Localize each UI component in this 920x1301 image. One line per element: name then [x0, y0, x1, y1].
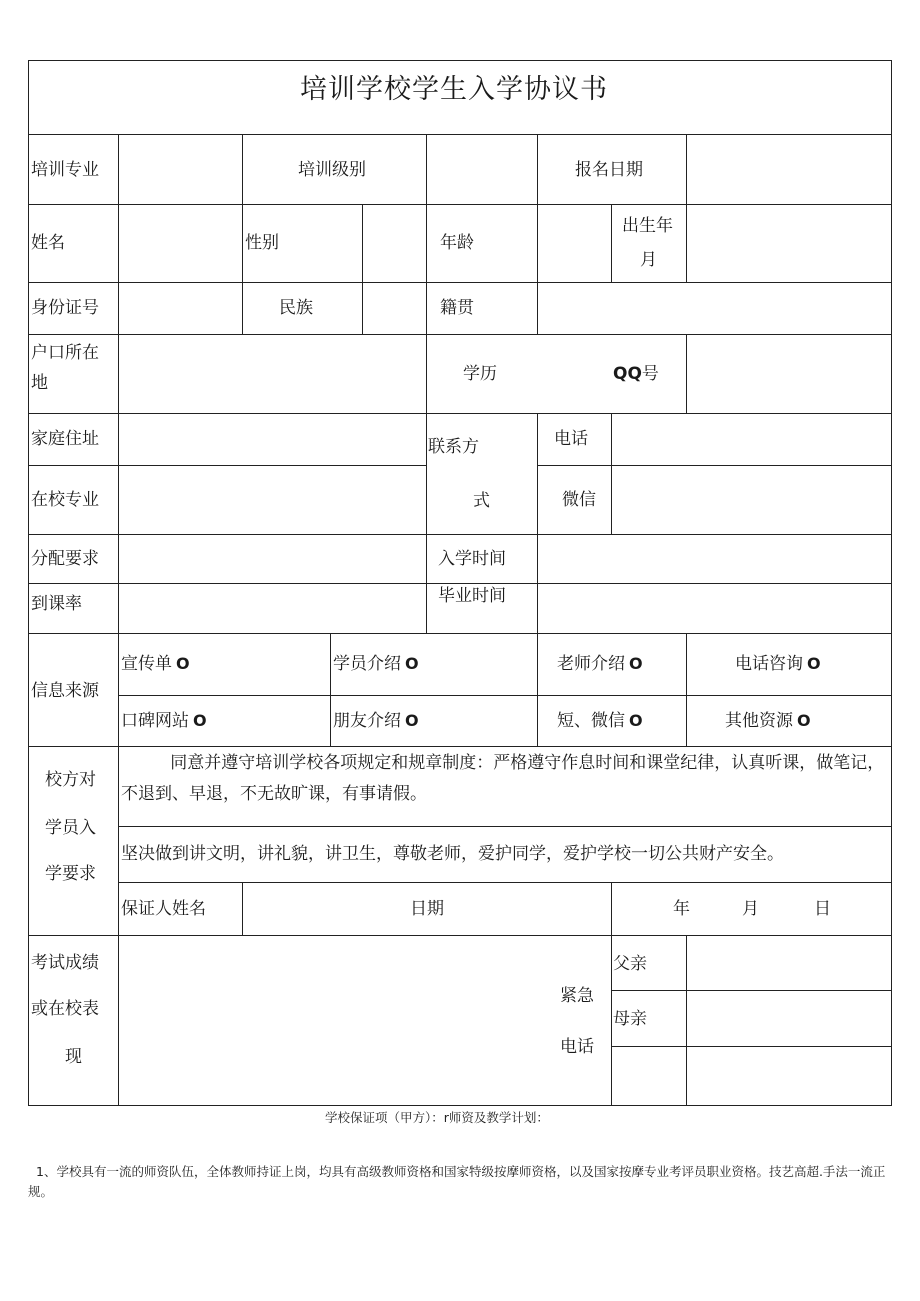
label-native-place: 籍贯	[440, 298, 474, 318]
label-year: 年	[673, 899, 690, 919]
guarantee-heading: 学校保证项（甲方）：r师资及教学计划：	[325, 1110, 549, 1125]
label-mother: 母亲	[613, 1009, 647, 1029]
requirement-paragraph-1: 同意并遵守培训学校各项规定和规章制度：严格遵守作息时间和课堂纪律，认真听课，做笔记，不退到、早退，不无故旷课，有事请假。	[121, 753, 885, 804]
label-home-address: 家庭住址	[31, 429, 99, 449]
col-divider	[686, 334, 687, 413]
col-divider	[686, 204, 687, 282]
col-divider	[686, 633, 687, 746]
label-requirements-line2: 学员入	[45, 818, 96, 838]
label-assignment: 分配要求	[31, 549, 99, 569]
label-school-major: 在校专业	[31, 490, 99, 510]
radio-circle-icon[interactable]: O	[193, 711, 207, 730]
source-label: 短、微信	[557, 711, 625, 731]
label-id-number: 身份证号	[31, 298, 99, 318]
row-divider	[28, 935, 892, 936]
row-divider	[28, 633, 892, 634]
col-divider	[426, 134, 427, 633]
label-month: 月	[742, 899, 759, 919]
form-title: 培训学校学生入学协议书	[300, 74, 608, 105]
col-divider	[362, 204, 363, 334]
label-household-line2: 地	[31, 373, 48, 393]
col-divider	[242, 134, 243, 334]
label-exam-line1: 考试成绩	[31, 953, 99, 973]
col-divider	[611, 204, 612, 282]
row-divider	[28, 465, 426, 466]
radio-circle-icon[interactable]: O	[629, 711, 643, 730]
source-label: 老师介绍	[557, 654, 625, 674]
col-divider	[611, 935, 612, 1105]
label-father: 父亲	[613, 954, 647, 974]
guarantee-item-1: 1、学校具有一流的师资队伍，全体教师持证上岗，均具有高级教师资格和国家特级按摩师资格，以及国家按摩专业考评员职业资格。技艺高超.手法一流正规。	[28, 1164, 886, 1199]
col-divider	[537, 534, 538, 633]
label-qq-suffix: 号	[641, 364, 659, 384]
table-border-bottom	[28, 1105, 892, 1106]
source-option[interactable]	[557, 711, 643, 731]
row-divider	[118, 695, 892, 696]
radio-circle-icon[interactable]: O	[797, 711, 811, 730]
label-major: 培训专业	[31, 160, 99, 180]
label-education: 学历	[463, 364, 497, 384]
row-divider	[118, 826, 892, 827]
source-label: 口碑网站	[121, 711, 189, 731]
source-option[interactable]	[121, 711, 207, 731]
label-contact-line2: 式	[473, 491, 490, 511]
row-divider	[28, 204, 892, 205]
label-date: 日期	[410, 899, 444, 919]
source-option[interactable]	[121, 654, 190, 674]
row-divider	[28, 334, 892, 335]
source-option[interactable]	[333, 654, 419, 674]
radio-circle-icon[interactable]: O	[176, 654, 190, 673]
row-divider	[28, 746, 892, 747]
row-divider	[118, 882, 892, 883]
row-divider	[28, 534, 892, 535]
label-qq-prefix: QQ	[613, 364, 642, 384]
col-divider	[242, 882, 243, 935]
source-option[interactable]	[557, 654, 643, 674]
radio-circle-icon[interactable]: O	[405, 654, 419, 673]
source-option[interactable]	[725, 711, 811, 731]
row-divider	[537, 465, 892, 466]
col-divider	[537, 134, 538, 334]
row-divider	[28, 413, 892, 414]
label-wechat: 微信	[562, 490, 596, 510]
label-age: 年龄	[440, 233, 474, 253]
source-label: 宣传单	[121, 654, 172, 674]
source-option[interactable]	[735, 654, 821, 674]
col-divider	[686, 134, 687, 204]
col-divider	[118, 134, 119, 1106]
label-contact-line1: 联系方	[428, 437, 479, 457]
col-divider	[537, 633, 538, 746]
source-label: 朋友介绍	[333, 711, 401, 731]
label-exam-line2: 或在校表	[31, 999, 99, 1019]
radio-circle-icon[interactable]: O	[807, 654, 821, 673]
label-day: 日	[814, 899, 831, 919]
label-qq	[613, 364, 659, 384]
label-requirements-line3: 学要求	[45, 864, 96, 884]
label-requirements-line1: 校方对	[45, 770, 96, 790]
label-level: 培训级别	[298, 160, 366, 180]
requirement-paragraph-2: 坚决做到讲文明，讲礼貌，讲卫生，尊敬老师，爱护同学，爱护学校一切公共财产安全。	[121, 844, 784, 864]
row-divider	[28, 282, 892, 283]
label-household-line1: 户口所在	[31, 343, 99, 363]
table-border-left	[28, 60, 29, 1106]
source-label: 其他资源	[725, 711, 793, 731]
label-emergency-line2: 电话	[560, 1037, 594, 1057]
col-divider	[611, 413, 612, 534]
label-exam-line3: 现	[65, 1047, 82, 1067]
label-emergency-line1: 紧急	[560, 986, 594, 1006]
row-divider	[28, 583, 892, 584]
label-enroll-time: 入学时间	[438, 549, 506, 569]
row-divider	[28, 134, 892, 135]
label-birth-line2: 月	[640, 250, 657, 270]
label-attendance: 到课率	[31, 594, 82, 614]
table-border-right	[891, 60, 892, 1106]
label-birth-line1: 出生年	[622, 216, 673, 236]
label-ethnicity: 民族	[279, 298, 313, 318]
radio-circle-icon[interactable]: O	[405, 711, 419, 730]
col-divider	[537, 413, 538, 534]
radio-circle-icon[interactable]: O	[629, 654, 643, 673]
label-gender: 性别	[245, 233, 279, 253]
label-guarantor: 保证人姓名	[121, 899, 206, 919]
table-border-top	[28, 60, 892, 61]
col-divider	[686, 935, 687, 1105]
label-info-source: 信息来源	[31, 681, 99, 701]
source-label: 学员介绍	[333, 654, 401, 674]
row-divider	[611, 990, 892, 991]
label-graduate-time: 毕业时间	[438, 586, 506, 606]
label-name: 姓名	[31, 233, 65, 253]
row-divider	[611, 1046, 892, 1047]
source-label: 电话咨询	[735, 654, 803, 674]
col-divider	[330, 633, 331, 746]
col-divider	[611, 882, 612, 935]
label-phone: 电话	[554, 429, 588, 449]
source-option[interactable]	[333, 711, 419, 731]
label-signup-date: 报名日期	[575, 160, 643, 180]
